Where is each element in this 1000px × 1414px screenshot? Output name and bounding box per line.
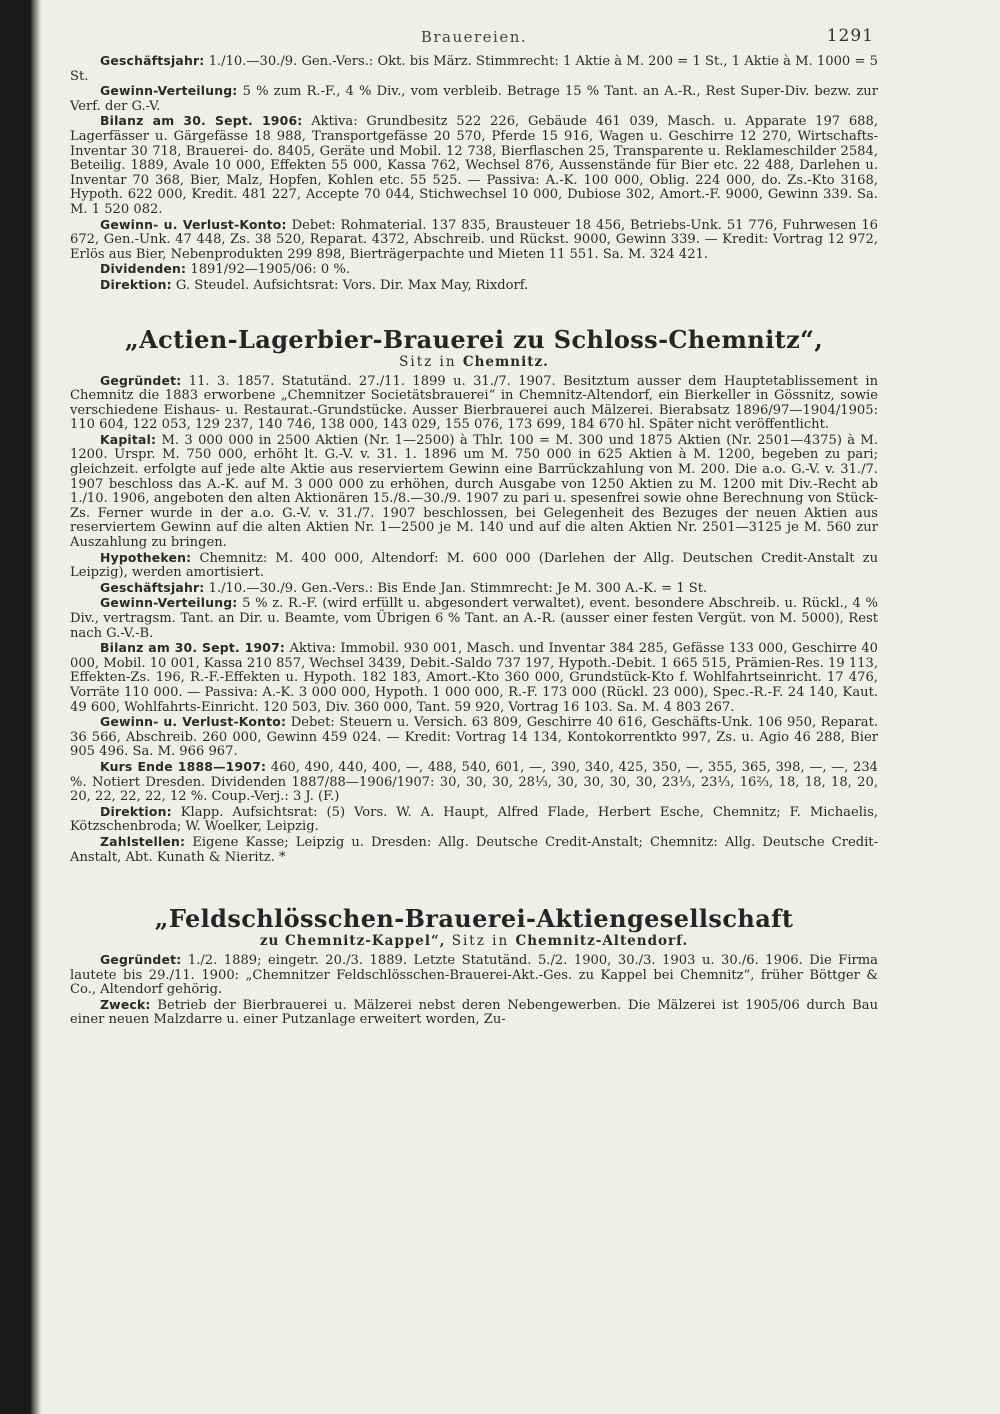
company-seat xyxy=(70,354,878,371)
entry-hypotheken xyxy=(70,551,878,581)
entry-dividenden xyxy=(70,262,878,278)
entry-label: Bilanz am 30. Sept. 1907: xyxy=(100,640,286,656)
entry-gegruendet xyxy=(70,953,878,998)
entry-direktion xyxy=(70,805,878,835)
seat-prefix: Sitz in xyxy=(399,353,457,370)
entry-bilanz xyxy=(70,114,878,217)
entry-text: 1./2. 1889; eingetr. 20./3. 1889. Letzte Statutänd. 5./2. 1900, 30./3. 1903 u. 30./6. 1906. Die Firma lautete bis 29./11. 1900: „Chemnitzer Feldschlösschen-Brauerei-Akt.-Ges. zu Kappel bei Chemnitz“, früher Böttger & Co., Altendorf gehörig. xyxy=(70,953,878,998)
entry-label: Zweck: xyxy=(100,996,151,1012)
entry-label: Kapital: xyxy=(100,431,157,447)
entry-label: Geschäftsjahr: xyxy=(100,579,205,595)
entry-bilanz xyxy=(70,641,878,715)
entry-text: Eigene Kasse; Leipzig u. Dresden: Allg. Deutsche Credit-Anstalt; Chemnitz: Allg. Deutsche Credit-Anstalt, Abt. Kunath & Nieritz. * xyxy=(70,834,878,865)
page-number: 1291 xyxy=(826,26,874,46)
company-seat xyxy=(70,933,878,950)
section-schloss-chemnitz xyxy=(70,326,878,866)
entry-gewinn-verteilung xyxy=(70,596,878,641)
running-title: Brauereien. xyxy=(420,28,528,46)
book-page xyxy=(70,16,878,1406)
entry-text: 1./10.—30./9. Gen.-Vers.: Okt. bis März. Stimmrecht: 1 Aktie à M. 200 = 1 St., 1 Aktie à M. 1000 = 5 St. xyxy=(70,54,878,84)
section-feldschloesschen xyxy=(70,905,878,1028)
entry-text: Chemnitz: M. 400 000, Altendorf: M. 600 000 (Darlehen der Allg. Deutschen Credit-Anstalt zu Leipzig), werden amortisiert. xyxy=(70,550,879,581)
entry-label: Gegründet: xyxy=(100,952,182,968)
entry-text: 11. 3. 1857. Statutänd. 27./11. 1899 u. 31./7. 1907. Besitztum ausser dem Hauptetablissement in Chemnitz die 1883 erworbene „Chemnitzer Societätsbrauerei“ in Chemnitz-Altendorf, ein Bierkeller in Gössnitz, sowie verschiedene Eishaus- u. Restaurat.-Grundstücke. Ausser Bierbrauerei auch Mälzerei. Bierabsatz 1896/97—1904/1905: 110 604, 122 053, 129 237, 140 746, 138 000, 143 029, 155 076, 173 699, 184 670 hl. Später nicht veröffentlicht. xyxy=(70,373,878,433)
entry-kapital xyxy=(70,433,878,551)
entry-gewinn-verlust xyxy=(70,715,878,760)
seat-prefix: Sitz in xyxy=(451,933,510,950)
entry-label: Gegründet: xyxy=(100,372,182,388)
entry-zweck xyxy=(70,998,878,1028)
entry-text: G. Steudel. Aufsichtsrat: Vors. Dir. Max May, Rixdorf. xyxy=(175,277,529,293)
entry-label: Dividenden: xyxy=(100,261,187,277)
company-title: „Actien-Lagerbier-Brauerei zu Schloss-Chemnitz“, xyxy=(124,324,824,354)
entry-text: 460, 490, 440, 400, —, 488, 540, 601, —, 390, 340, 425, 350, —, 355, 365, 398, —, —, 234 %. Notiert Dresden. Dividenden 1887/88—1906/1907: 30, 30, 30, 28⅓, 30, 30, 30, 30, 23⅓, 23⅓, 16⅔, 18, 18, 18, 20, 20, 22, 22, 22, 12 %. Coup.-Verj.: 3 J. (F.) xyxy=(70,759,878,805)
entry-text: Betrieb der Bierbrauerei u. Mälzerei nebst deren Nebengewerben. Die Mälzerei ist 1905/06 durch Bau einer neuen Malzdarre u. einer Putzanlage erweitert worden, Zu- xyxy=(70,997,879,1028)
entry-gewinn-verlust xyxy=(70,218,878,263)
company-name-continuation: zu Chemnitz-Kappel“, xyxy=(259,933,446,950)
entry-text: Klapp. Aufsichtsrat: (5) Vors. W. A. Haupt, Alfred Flade, Herbert Esche, Chemnitz; F. Michaelis, Kötzschenbroda; W. Woelker, Leipzig. xyxy=(70,804,878,835)
entry-kurs xyxy=(70,760,878,805)
entry-label: Hypotheken: xyxy=(100,549,192,565)
entry-text: 5 % z. R.-F. (wird erfüllt u. abgesondert verwaltet), event. besondere Abschreib. u. Rückl., 4 % Div., vertragsm. Tant. an Dir. u. Beamte, vom Übrigen 6 % Tant. an A.-R. (ausser einer festen Vergüt. von M. 5000), Rest nach G.-V.-B. xyxy=(70,596,878,641)
section-previous-company xyxy=(70,54,878,294)
entry-text: Debet: Steuern u. Versich. 63 809, Geschirre 40 616, Geschäfts-Unk. 106 950, Reparat. 36 566, Abschreib. 260 000, Gewinn 459 024. — Kredit: Vortrag 14 134, Kontokorrentkto 997, Zs. u. Agio 46 288, Bier 905 496. Sa. M. 966 967. xyxy=(70,715,878,760)
entry-label: Gewinn- u. Verlust-Konto: xyxy=(100,714,287,730)
entry-label: Kurs Ende 1888—1907: xyxy=(100,758,267,774)
seat-city: Chemnitz. xyxy=(462,353,549,370)
entry-text: Aktiva: Grundbesitz 522 226, Gebäude 461 039, Masch. u. Apparate 197 688, Lagerfässer u. Gärgefässe 18 988, Transportgefässe 20 570, Pferde 15 916, Wagen u. Geschirre 12 270, Wirtschafts-Inventar 30 718, Brauerei- do. 8405, Geräte und Mobil. 12 738, Bierflaschen 25, Transparente u. Reklameschilder 2584, Beteilig. 1889, Avale 10 000, Effekten 55 000, Kassa 762, Wechsel 876, Aussenstände für Bier etc. 22 488, Darlehen u. Inventar 70 368, Bier, Malz, Hopfen, Kohlen etc. 55 525. — Passiva: A.-K. 100 000, Oblig. 224 000, do. Zs.-Kto 3168, Hypoth. 622 000, Kredit. 481 227, Accepte 70 044, Stichwechsel 10 000, Dubiose 302, Amort.-F. 9000, Gewinn 339. Sa. M. 1 520 082. xyxy=(70,114,879,217)
scan-left-edge xyxy=(0,0,42,1414)
entry-gewinn-verteilung xyxy=(70,84,878,114)
entry-label: Zahlstellen: xyxy=(100,833,186,849)
entry-label: Gewinn-Verteilung: xyxy=(100,83,238,99)
entry-label: Direktion: xyxy=(100,803,172,819)
entry-direktion xyxy=(70,278,878,294)
entry-label: Bilanz am 30. Sept. 1906: xyxy=(100,113,303,129)
entry-geschaeftsjahr xyxy=(70,581,878,597)
entry-text: 1891/92—1905/06: 0 %. xyxy=(190,262,350,278)
entry-gegruendet xyxy=(70,374,878,433)
entry-geschaeftsjahr xyxy=(70,54,878,84)
entry-text: M. 3 000 000 in 2500 Aktien (Nr. 1—2500) à Thlr. 100 = M. 300 und 1875 Aktien (Nr. 2501—4375) à M. 1200. Urspr. M. 750 000, erhöht lt. G.-V. v. 31. 1. 1896 um M. 750 000 in 625 Aktien à M. 1200, begeben zu pari; gleichzeit. erfolgte auf jede alte Aktie aus reserviertem Gewinn eine Barrückzahlung von M. 200. Die a.o. G.-V. v. 31./7. 1907 beschloss das A.-K. auf M. 3 000 000 zu erhöhen, durch Ausgabe von 1250 Aktien zu M. 1200 mit Div.-Recht ab 1./10. 1906, angeboten den alten Aktionären 15./8.—30./9. 1907 zu pari u. spesenfrei sowie ohne Berechnung von Stück-Zs. Ferner wurde in der a.o. G.-V. v. 31./7. 1907 beschlossen, bei Gelegenheit des Bezuges der neuen Aktien aus reserviertem Gewinn auf die alten Aktien Nr. 1—2500 je M. 140 und auf die alten Aktien Nr. 2501—3125 je M. 560 zur Auszahlung zu bringen. xyxy=(70,432,878,551)
entry-text: Aktiva: Immobil. 930 001, Masch. und Inventar 384 285, Gefässe 133 000, Geschirre 40 000, Mobil. 10 001, Kassa 210 857, Wechsel 3439, Debit.-Saldo 737 197, Hypoth.-Debit. 1 665 515, Prämien-Res. 19 113, Effekten-Zs. 196, R.-F.-Effekten u. Hypoth. 182 183, Amort.-Kto 360 000, Grundstück-Kto f. Wohlfahrtseinricht. 17 476, Vorräte 110 000. — Passiva: A.-K. 3 000 000, Hypoth. 1 000 000, R.-F. 173 000 (Rückl. 23 000), Spec.-R.-F. 24 140, Kaut. 49 600, Wohlfahrts-Einricht. 120 503, Div. 360 000, Tant. 59 920, Vortrag 16 103. Sa. M. 4 803 267. xyxy=(70,641,879,715)
entry-label: Geschäftsjahr: xyxy=(100,53,205,68)
entry-label: Direktion: xyxy=(100,276,172,292)
company-title: „Feldschlösschen-Brauerei-Aktiengesellschaft xyxy=(154,904,794,934)
entry-text: 1./10.—30./9. Gen.-Vers.: Bis Ende Jan. Stimmrecht: Je M. 300 A.-K. = 1 St. xyxy=(208,580,708,596)
entry-label: Gewinn- u. Verlust-Konto: xyxy=(100,216,287,232)
entry-zahlstellen xyxy=(70,835,878,865)
entry-text: 5 % zum R.-F., 4 % Div., vom verbleib. Betrage 15 % Tant. an A.-R., Rest Super-Div. bezw. zur Verf. der G.-V. xyxy=(70,84,878,114)
entry-text: Debet: Rohmaterial. 137 835, Brausteuer 18 456, Betriebs-Unk. 51 776, Fuhrwesen 16 672, Gen.-Unk. 47 448, Zs. 38 520, Reparat. 4372, Abschreib. und Rückst. 9000, Gewinn 339. — Kredit: Vortrag 12 972, Erlös aus Bier, Nebenprodukten 299 898, Bierträgerpachte und Mieten 11 551. Sa. M. 324 421. xyxy=(70,217,878,262)
entry-label: Gewinn-Verteilung: xyxy=(100,595,238,611)
seat-city: Chemnitz-Altendorf. xyxy=(515,933,689,950)
running-head xyxy=(70,16,878,54)
